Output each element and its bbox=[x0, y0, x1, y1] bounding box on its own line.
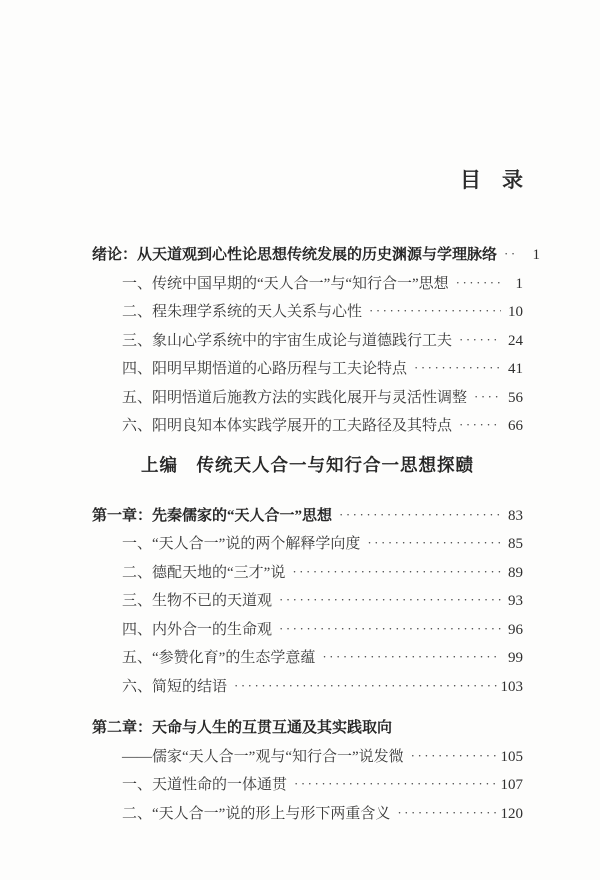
toc-entry-label: 第二章：天命与人生的互贯互通及其实践取向 bbox=[92, 720, 393, 736]
page-number: 93 bbox=[508, 593, 523, 609]
page-number: 1 bbox=[515, 275, 523, 292]
page-number: 10 bbox=[508, 304, 523, 320]
dot-leader bbox=[234, 672, 496, 700]
dot-leader bbox=[474, 383, 501, 411]
page-number: 24 bbox=[508, 332, 523, 349]
toc-entry bbox=[92, 412, 523, 441]
page-number: 85 bbox=[508, 536, 523, 552]
part-heading: 上编 传统天人合一与知行合一思想探赜 bbox=[141, 454, 474, 475]
page-number: 56 bbox=[508, 389, 523, 406]
dot-leader bbox=[292, 558, 501, 586]
toc-entry-label: 三、生物不已的天道观 bbox=[122, 593, 273, 609]
toc-entry-label: 六、阳明良知本体实践学展开的工夫路径及其特点 bbox=[122, 418, 453, 434]
toc-entry-subtitle bbox=[92, 743, 523, 772]
toc-entry-label: 五、“参赞化育”的生态学意蕴 bbox=[122, 650, 316, 666]
toc-entry bbox=[92, 327, 523, 356]
dot-leader bbox=[414, 354, 501, 382]
page-number: 66 bbox=[508, 418, 523, 434]
toc-entry bbox=[92, 270, 523, 299]
toc-section-intro bbox=[92, 241, 541, 441]
toc-entry bbox=[92, 384, 523, 413]
toc-entry-label: 四、阳明早期悟道的心路历程与工夫论特点 bbox=[122, 361, 408, 377]
toc-entry bbox=[92, 800, 523, 829]
dot-leader bbox=[456, 269, 501, 297]
toc-entry-label: 二、德配天地的“三才”说 bbox=[122, 564, 286, 581]
dot-leader bbox=[367, 529, 501, 557]
toc-content bbox=[92, 241, 541, 828]
dot-leader bbox=[369, 297, 501, 325]
dot-leader bbox=[459, 411, 501, 439]
page-number: 1 bbox=[532, 247, 541, 263]
toc-entry-label: ——儒家“天人合一”观与“知行合一”说发微 bbox=[122, 748, 404, 765]
dot-leader bbox=[339, 501, 501, 529]
dot-leader bbox=[322, 643, 501, 671]
dot-leader bbox=[504, 240, 518, 268]
page-number: 96 bbox=[508, 621, 523, 638]
toc-entry-label: 二、程朱理学系统的天人关系与心性 bbox=[122, 304, 363, 320]
toc-section-chapter1 bbox=[92, 502, 523, 702]
page-number: 107 bbox=[500, 777, 523, 793]
toc-entry bbox=[92, 771, 523, 800]
toc-entry-label: 四、内外合一的生命观 bbox=[122, 621, 273, 638]
page-number: 89 bbox=[508, 564, 523, 581]
toc-entry bbox=[92, 616, 523, 645]
toc-entry-label: 三、象山心学系统中的宇宙生成论与道德践行工夫 bbox=[122, 332, 453, 349]
toc-entry bbox=[92, 298, 523, 327]
page-number: 41 bbox=[508, 361, 523, 377]
toc-entry bbox=[92, 673, 523, 702]
toc-entry-label: 绪论：从天道观到心性论思想传统发展的历史渊源与学理脉络 bbox=[92, 247, 498, 263]
page-number: 99 bbox=[508, 650, 523, 666]
page-number: 103 bbox=[500, 678, 523, 695]
toc-entry bbox=[92, 559, 523, 588]
toc-entry-chapter bbox=[92, 241, 541, 270]
dot-leader bbox=[459, 326, 501, 354]
page-number: 105 bbox=[500, 748, 523, 765]
dot-leader bbox=[294, 770, 496, 798]
toc-entry bbox=[92, 355, 523, 384]
toc-entry-chapter bbox=[92, 714, 523, 743]
toc-entry-label: 五、阳明悟道后施教方法的实践化展开与灵活性调整 bbox=[122, 389, 468, 406]
toc-entry bbox=[92, 644, 523, 673]
toc-entry-label: 第一章：先秦儒家的“天人合一”思想 bbox=[92, 507, 333, 524]
dot-leader bbox=[411, 742, 497, 770]
page-title: 目 录 bbox=[460, 168, 523, 192]
page-number: 83 bbox=[508, 507, 523, 524]
toc-entry-label: 二、“天人合一”说的形上与形下两重含义 bbox=[122, 805, 391, 822]
toc-section-chapter2 bbox=[92, 714, 523, 828]
toc-entry-label: 一、天道性命的一体通贯 bbox=[122, 777, 288, 793]
page-number: 120 bbox=[500, 805, 523, 822]
toc-entry bbox=[92, 587, 523, 616]
toc-entry-chapter bbox=[92, 502, 523, 531]
toc-entry bbox=[92, 530, 523, 559]
dot-leader bbox=[279, 586, 501, 614]
dot-leader bbox=[397, 799, 496, 827]
dot-leader bbox=[279, 615, 501, 643]
toc-entry-label: 六、简短的结语 bbox=[122, 678, 228, 695]
toc-entry-label: 一、传统中国早期的“天人合一”与“知行合一”思想 bbox=[122, 275, 449, 292]
toc-entry-label: 一、“天人合一”说的两个解释学向度 bbox=[122, 536, 361, 552]
